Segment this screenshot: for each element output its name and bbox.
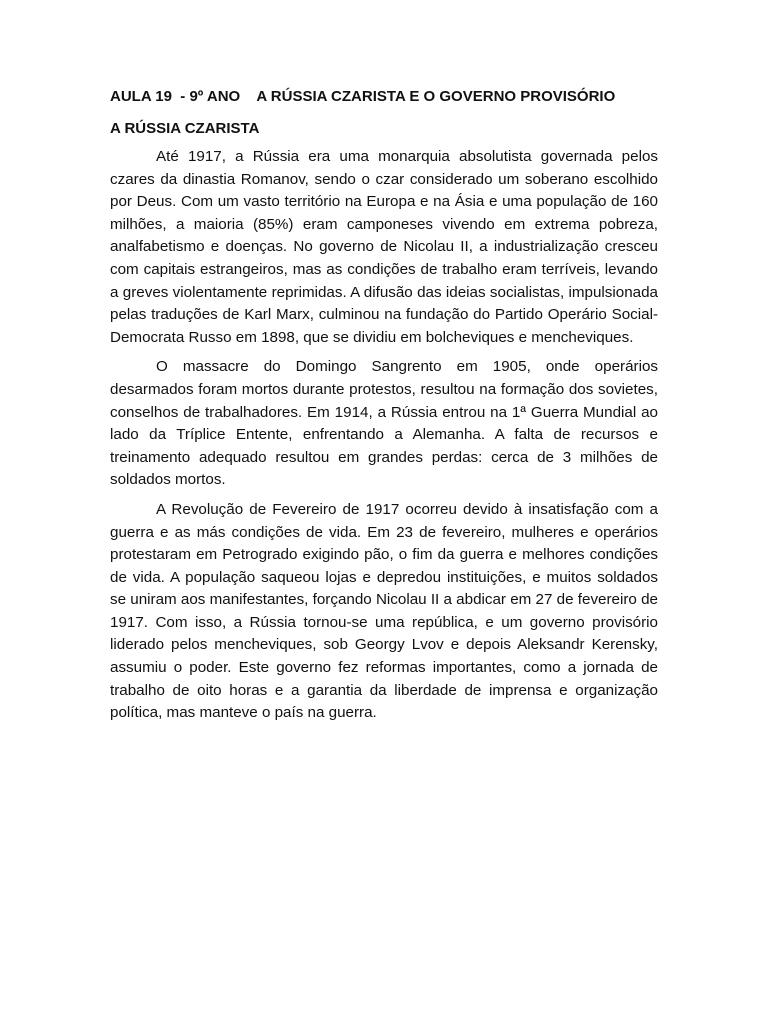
paragraph-2: O massacre do Domingo Sangrento em 1905, onde operários desarmados foram mortos durante protestos, resultou na formação dos sovietes, conselhos de trabalhadores. Em 1914, a Rússia entrou na 1ª Guerra Mundial ao lado da Tríplice Entente, enfrentando a Alemanha. A falta de recursos e treinamento adequado resultou em grandes perdas: cerca de 3 milhões de soldados mortos.: [110, 358, 658, 489]
document-title: AULA 19 - 9º ANO A RÚSSIA CZARISTA E O GOVERNO PROVISÓRIO: [110, 88, 616, 105]
paragraph-3: A Revolução de Fevereiro de 1917 ocorreu devido à insatisfação com a guerra e as más condições de vida. Em 23 de fevereiro, mulheres e operários protestaram em Petrogrado exigindo pão, o fim da guerra e melhores condições de vida. A população saqueou lojas e depredou instituições, e muitos soldados se uniram aos manifestantes, forçando Nicolau II a abdicar em 27 de fevereiro de 1917. Com isso, a Rússia tornou-se uma república, e um governo provisório liderado pelos mencheviques, sob Georgy Lvov e depois Aleksandr Kerensky, assumiu o poder. Este governo fez reformas importantes, como a jornada de trabalho de oito horas e a garantia da liberdade de imprensa e organização política, mas manteve o país na guerra.: [110, 500, 658, 722]
document-page: [110, 86, 658, 732]
section-heading: A RÚSSIA CZARISTA: [110, 120, 260, 137]
paragraph-1: Até 1917, a Rússia era uma monarquia absolutista governada pelos czares da dinastia Romanov, sendo o czar considerado um soberano escolhido por Deus. Com um vasto território na Europa e na Ásia e uma população de 160 milhões, a maioria (85%) eram camponeses vivendo em extrema pobreza, analfabetismo e doenças. No governo de Nicolau II, a industrialização cresceu com capitais estrangeiros, mas as condições de trabalho eram terríveis, levando a greves violentamente reprimidas. A difusão das ideias socialistas, impulsionada pelas traduções de Karl Marx, culminou na fundação do Partido Operário Social-Democrata Russo em 1898, que se dividiu em bolcheviques e mencheviques.: [110, 148, 658, 346]
